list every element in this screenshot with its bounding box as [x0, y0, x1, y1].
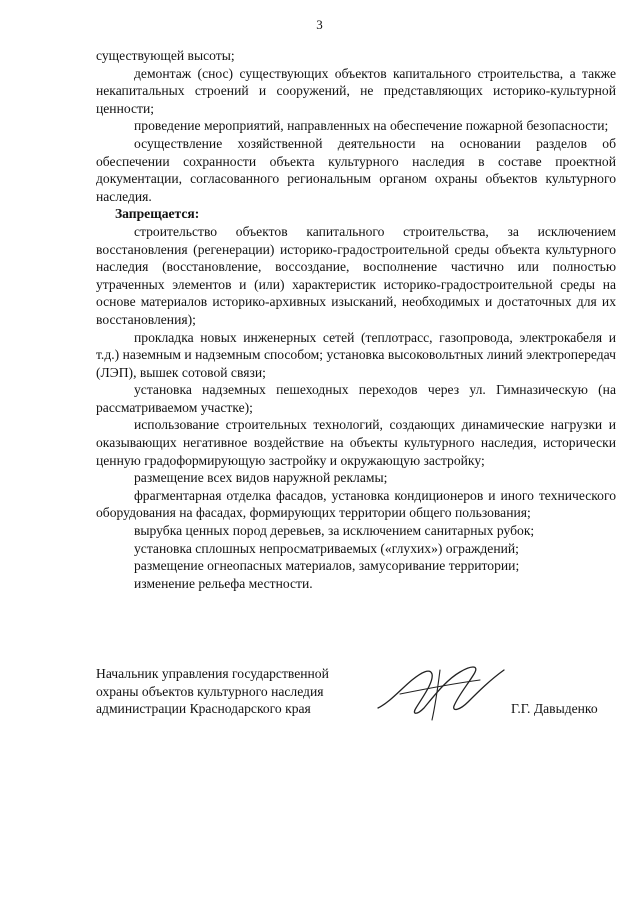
paragraph: осуществление хозяйственной деятельности на основании разделов об обеспечении сохранности объекта культурного наследия в составе проектной документации, согласованного региональным органом охраны объектов культурного наследия.	[96, 135, 616, 204]
paragraph: изменение рельефа местности.	[134, 575, 313, 591]
section-heading: Запрещается:	[115, 206, 200, 222]
signatory-name: Г.Г. Давыденко	[511, 701, 598, 716]
paragraph: строительство объектов капитального строительства, за исключением восстановления (регенерации) историко-градостроительной среды объекта культурного наследия (восстановление, воссоздание, восполнение частично или полностью утраченных элементов и (или) характеристик историко-градостроительной среды на основе материалов историко-архивных изысканий, необходимых и достаточных для их восстановления);	[96, 223, 616, 327]
signatory-title-line: администрации Краснодарского края	[96, 701, 311, 717]
paragraph: существующей высоты;	[96, 48, 235, 63]
paragraph: установка надземных пешеходных переходов через ул. Гимназическую (на рассматриваемом участке);	[96, 382, 616, 415]
signatory-title-line: Начальник управления государственной	[96, 666, 329, 681]
paragraph: установка сплошных непросматриваемых («глухих») ограждений;	[134, 540, 519, 556]
paragraph: использование строительных технологий, создающих динамические нагрузки и оказывающих негативное воздействие на объекты культурного наследия, исторически ценную градоформирующую застройку и окружающую застройку;	[96, 417, 616, 468]
paragraph: демонтаж (снос) существующих объектов капитального строительства, а также некапитальных строений и сооружений, не представляющих историко-культурной ценности;	[96, 65, 616, 116]
paragraph: проведение мероприятий, направленных на обеспечение пожарной безопасности;	[134, 118, 609, 134]
paragraph: размещение всех видов наружной рекламы;	[134, 470, 388, 486]
paragraph: вырубка ценных пород деревьев, за исключением санитарных рубок;	[134, 523, 535, 539]
signatory-title-line: охраны объектов культурного наследия	[96, 683, 324, 699]
paragraph: прокладка новых инженерных сетей (теплотрасс, газопровода, электрокабеля и т.д.) наземным и надземным способом; установка высоковольтных линий электропередач (ЛЭП), вышек сотовой связи;	[96, 329, 616, 380]
signatory-title	[96, 665, 396, 718]
paragraph: размещение огнеопасных материалов, замусоривание территории;	[134, 558, 520, 574]
paragraph: фрагментарная отделка фасадов, установка кондиционеров и иного технического оборудования на фасадах, формирующих территории общего пользования;	[96, 487, 616, 521]
body-text	[96, 47, 616, 592]
page-number: 3	[316, 17, 323, 32]
handwritten-signature	[370, 650, 510, 725]
